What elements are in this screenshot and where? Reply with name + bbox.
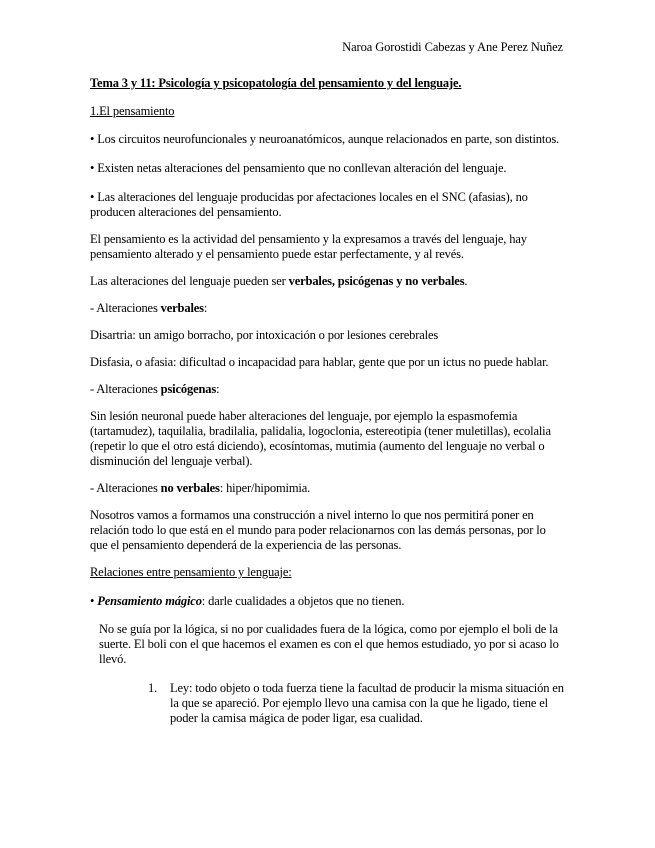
text-segment: : [216,382,220,396]
bullet-alteraciones-lenguaje: • Las alteraciones del lenguaje producidas por afectaciones locales en el SNC (afasias), no producen alteraciones del pensamiento. [90,190,528,219]
bullet-alteraciones-pensamiento: • Existen netas alteraciones del pensamiento que no conllevan alteración del lenguaje. [90,161,507,175]
paragraph-disartria: Disartria: un amigo borracho, por intoxicación o por lesiones cerebrales [90,328,439,342]
numbered-list-item [90,681,565,726]
document-body [90,76,565,726]
bold-text: verbales, psicógenas y no verbales [288,274,465,288]
section-heading-relaciones: Relaciones entre pensamiento y lenguaje: [90,565,292,579]
heading-alteraciones-verbales [90,301,565,316]
bold-italic-text: Pensamiento mágico [97,594,202,608]
bold-text: verbales [160,301,204,315]
text-segment: Las alteraciones del lenguaje pueden ser [90,274,289,288]
text-segment: : hiper/hipomimia. [219,481,311,495]
bold-text: no verbales [160,481,220,495]
text-segment: - Alteraciones [90,382,161,396]
paragraph-psicogenas: Sin lesión neuronal puede haber alteraciones del lenguaje, por ejemplo la espasmofemia (tartamudez), taquilalia, bradilalia, palidalia, logoclonia, estereotipia (tener muletillas), ecolalia (repetir lo que el otro está diciendo), ecosíntomas, mutimia (aumento del lenguaje no verbal o disminución del lenguaje verbal). [90,409,551,468]
heading-alteraciones-no-verbales [90,481,565,496]
paragraph-construccion: Nosotros vamos a formamos una construcción a nivel interno lo que nos permitirá poner en relación todo lo que está en el mundo para poder relacionarnos con las demás personas, por lo que el pensamiento dependerá de la experiencia de las personas. [90,508,546,552]
text-segment: . [464,274,468,288]
list-number: 1. [148,681,158,695]
text-segment: : [203,301,208,315]
paragraph-tipos-alteraciones [90,274,565,289]
text-segment: : darle cualidades a objetos que no tienen. [201,594,405,608]
paragraph-magico-explicacion: No se guía por la lógica, si no por cualidades fuera de la lógica, como por ejemplo el boli de la suerte. El boli con el que hacemos el examen es con el que hemos estudiado, yo por si acaso lo llevó. [99,622,559,666]
bullet-circuitos: • Los circuitos neurofuncionales y neuroanatómicos, aunque relacionados en parte, son distintos. [90,132,560,146]
document-title: Tema 3 y 11: Psicología y psicopatología del pensamiento y del lenguaje. [90,76,462,90]
paragraph-pensamiento: El pensamiento es la actividad del pensamiento y la expresamos a través del lenguaje, hay pensamiento alterado y el pensamiento puede estar perfectamente, y al revés. [90,232,527,261]
heading-alteraciones-psicogenas [90,382,565,397]
text-segment: - Alteraciones [90,301,161,315]
bullet-mark: • [90,594,98,608]
paragraph-disfasia: Disfasia, o afasia: dificultad o incapacidad para hablar, gente que por un ictus no puede hablar. [90,355,549,369]
text-segment: - Alteraciones [90,481,161,495]
section-heading-pensamiento: 1.El pensamiento [90,104,175,118]
bullet-pensamiento-magico [90,594,565,609]
bold-text: psicógenas [160,382,217,396]
author-header: Naroa Gorostidi Cabezas y Ane Perez Nuñez [342,40,563,54]
list-item-text: Ley: todo objeto o toda fuerza tiene la facultad de producir la misma situación en la que se apareció. Por ejemplo llevo una camisa con la que he ligado, tiene el poder la camisa mágica de poder ligar, esa cualidad. [170,681,564,725]
